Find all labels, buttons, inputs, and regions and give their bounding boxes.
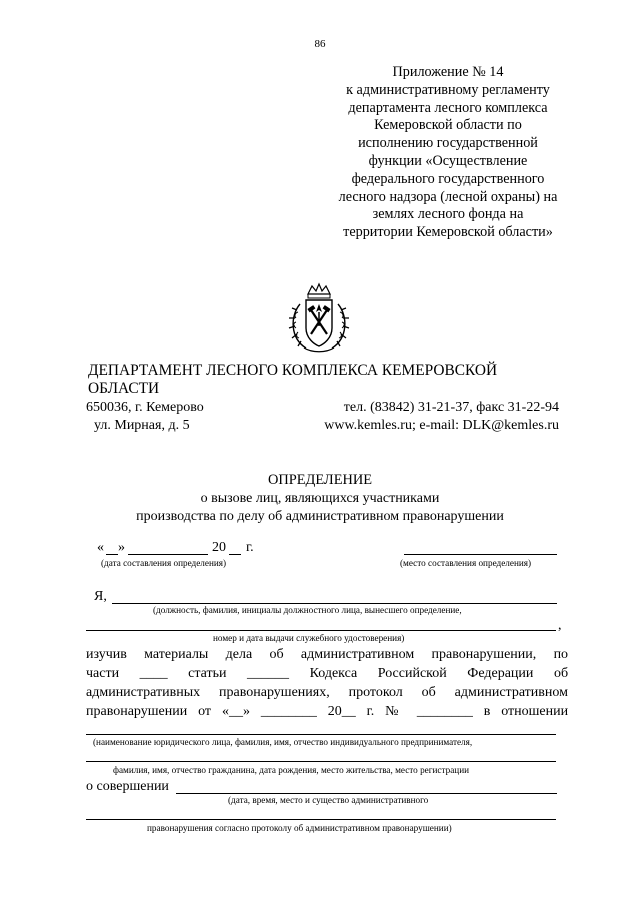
certificate-caption: номер и дата выдачи служебного удостоверения) — [213, 633, 405, 643]
department-name: ДЕПАРТАМЕНТ ЛЕСНОГО КОМПЛЕКСА КЕМЕРОВСКОЙ ОБЛАСТИ — [88, 362, 498, 397]
date-close-quote: » — [118, 540, 125, 555]
paragraph-line-3: административных правонарушениях, протокол об административном — [86, 685, 568, 700]
paragraph-line-4: правонарушении от «__» ________ 20__ г. № ________ в отношении — [86, 704, 569, 719]
citizen-field[interactable] — [86, 761, 556, 762]
address-line-1: 650036, г. Кемерово — [86, 400, 204, 415]
commission-caption: (дата, время, место и существо административного — [228, 795, 429, 805]
commission-label: о совершении — [86, 779, 169, 794]
date-open-quote: « — [97, 540, 104, 555]
document-subtitle-1: о вызове лиц, являющихся участниками — [200, 491, 440, 506]
citizen-caption: фамилия, имя, отчество гражданина, дата рождения, место жительства, место регистрации — [113, 765, 470, 775]
certificate-field[interactable] — [86, 630, 556, 631]
page-number: 86 — [314, 38, 326, 50]
date-day-field[interactable] — [106, 554, 118, 555]
commission-field[interactable] — [176, 793, 557, 794]
appendix-line: лесного надзора (лесной охраны) на — [338, 188, 558, 205]
offense-caption: правонарушения согласно протоколу об административном правонарушении) — [147, 823, 452, 833]
offense-field[interactable] — [86, 819, 556, 820]
date-year-prefix: 20 — [212, 540, 226, 555]
part-field[interactable]: ____ — [139, 666, 168, 681]
comma: , — [558, 618, 562, 633]
appendix-line: федерального государственного — [351, 170, 545, 187]
protocol-year-field[interactable]: 20__ — [327, 704, 356, 719]
date-caption: (дата составления определения) — [101, 558, 227, 568]
date-month-field[interactable] — [128, 554, 208, 555]
paragraph-line-2: части ____ статьи ______ Кодекса Российской Федерации об — [86, 666, 569, 681]
appendix-line: департамента лесного комплекса — [348, 99, 548, 116]
protocol-number-field[interactable]: ________ — [416, 704, 473, 719]
contacts-line-1: тел. (83842) 31-21-37, факс 31-22-94 — [343, 400, 559, 415]
document-title: ОПРЕДЕЛЕНИЕ — [267, 472, 373, 488]
entity-caption: (наименование юридического лица, фамилия, имя, отчество индивидуального предпринимателя, — [93, 737, 473, 747]
protocol-month-field[interactable]: ________ — [260, 704, 317, 719]
contacts-line-2: www.kemles.ru; e-mail: DLK@kemles.ru — [324, 418, 559, 433]
entity-field[interactable] — [86, 734, 556, 735]
appendix-block — [320, 64, 576, 242]
appendix-line: исполнению государственной — [358, 135, 538, 152]
official-field[interactable] — [112, 603, 557, 604]
date-year-field[interactable] — [229, 554, 241, 555]
place-caption: (место составления определения) — [400, 558, 532, 568]
document-subtitle-2: производства по делу об административном правонарушении — [136, 509, 504, 524]
appendix-line: Приложение № 14 — [392, 64, 504, 80]
ya-label: Я, — [94, 589, 107, 604]
paragraph-line-1: изучив материалы дела об административном правонарушении, по — [86, 647, 569, 662]
appendix-line: Кемеровской области по — [374, 117, 522, 134]
address-line-2: ул. Мирная, д. 5 — [94, 418, 190, 433]
appendix-line: землях лесного фонда на — [372, 206, 524, 223]
article-field[interactable]: ______ — [247, 666, 290, 681]
official-caption: (должность, фамилия, инициалы должностного лица, вынесшего определение, — [153, 605, 462, 615]
appendix-line: территории Кемеровской области» — [343, 224, 553, 241]
coat-of-arms-icon — [286, 282, 352, 356]
date-year-suffix: г. — [246, 540, 254, 555]
protocol-day-field[interactable]: «__» — [221, 704, 250, 719]
appendix-line: к административному регламенту — [346, 81, 550, 98]
place-field[interactable] — [404, 554, 557, 555]
appendix-line: функции «Осуществление — [368, 152, 528, 169]
